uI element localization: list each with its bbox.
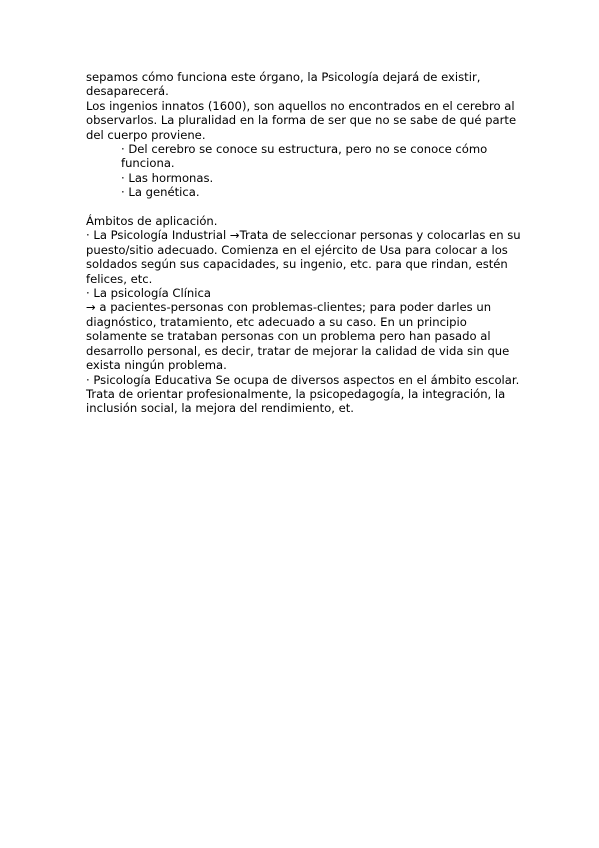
clinica-label: · La psicología Clínica xyxy=(86,286,211,301)
arrow-right-icon: → xyxy=(229,228,240,243)
clinica-text: a pacientes-personas con problemas-clientes; para poder darles un diagnóstico, tratamiento, etc adecuado a su caso. En un principio solamente se trataban personas con un problema pero han pasado al desarrollo personal, es decir, tratar de mejorar la calidad de vida sin que exista ningún problema. xyxy=(86,300,510,373)
bullet-hormonas: · Las hormonas. xyxy=(121,170,214,185)
educativa-text: Se ocupa de diversos aspectos en el ámbito escolar. Trata de orientar profesionalmente, la psicopedagogía, la integración, la inclusión social, la mejora del rendimiento, et. xyxy=(86,372,520,416)
industrial-text: Trata de seleccionar personas y colocarlas en su puesto/sitio adecuado. Comienza en el ejército de Usa para colocar a los soldados según sus capacidades, su ingenio, etc. para que rindan, estén felices, etc. xyxy=(86,228,521,286)
arrow-right-icon: → xyxy=(86,300,96,315)
paragraph-industrial xyxy=(86,228,526,286)
paragraph-educativa xyxy=(86,373,526,416)
paragraph-brain: sepamos cómo funciona este órgano, la Psicología dejará de existir, desaparecerá. xyxy=(86,70,481,99)
educativa-label: · Psicología Educativa xyxy=(86,372,216,387)
industrial-label: · La Psicología Industrial xyxy=(86,228,230,243)
paragraph-ingenios: Los ingenios innatos (1600), son aquellos no encontrados en el cerebro al observarlos. La pluralidad en la forma de ser que no se sabe de qué parte del cuerpo proviene. xyxy=(86,98,517,142)
section-title: Ámbitos de aplicación. xyxy=(86,214,218,229)
paragraph-clinica xyxy=(86,300,526,372)
blank-line xyxy=(86,200,526,214)
document-page xyxy=(86,70,526,416)
bullet-genetica: · La genética. xyxy=(121,185,200,200)
bullet-estructura: · Del cerebro se conoce su estructura, pero no se conoce cómo funciona. xyxy=(121,142,488,171)
